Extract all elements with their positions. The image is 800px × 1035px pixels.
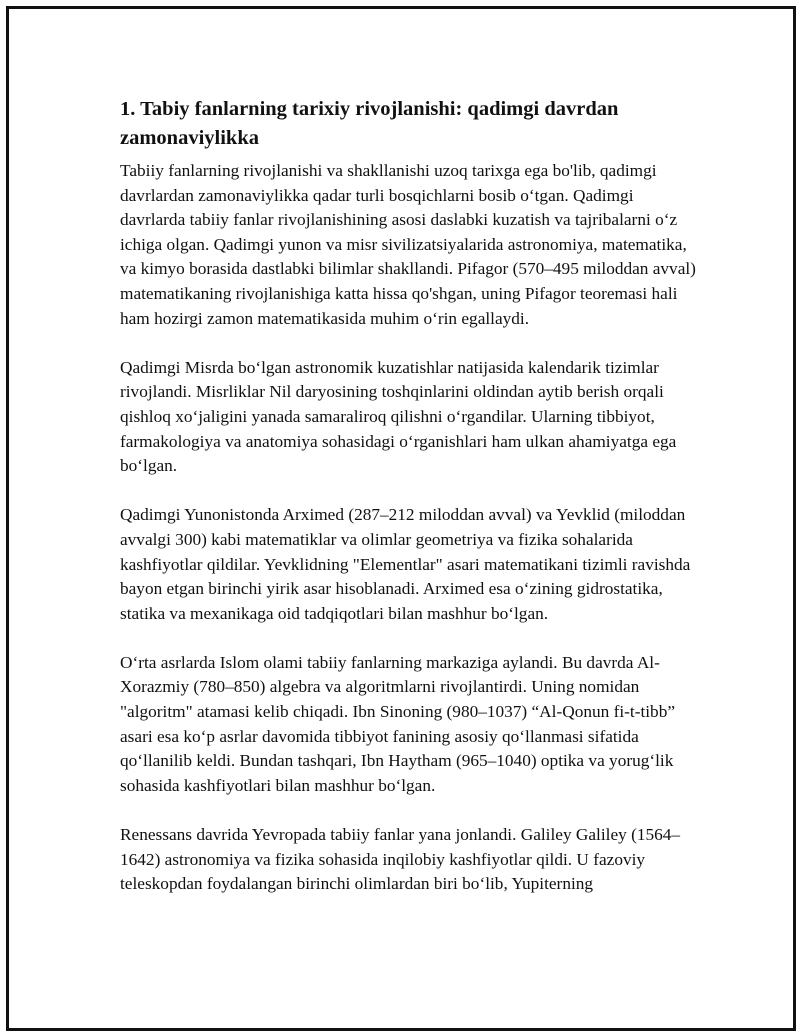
document-body [120, 95, 700, 921]
paragraph-4: O‘rta asrlarda Islom olami tabiiy fanlarning markaziga aylandi. Bu davrda Al-Xorazmiy (780–850) algebra va algoritmlarni rivojlantirdi. Uning nomidan "algoritm" atamasi kelib chiqadi. Ibn Sinoning (980–1037) “Al-Qonun fi-t-tibb” asari esa ko‘p asrlar davomida tibbiyot fanining asosiy qo‘llanmasi sifatida qo‘llanilib keldi. Bundan tashqari, Ibn Haytham (965–1040) optika va yorug‘lik sohasida kashfiyotlari bilan mashhur bo‘lgan. [120, 652, 675, 795]
section-heading: 1. Tabiy fanlarning tarixiy rivojlanishi: qadimgi davrdan zamonaviylikka [120, 98, 619, 149]
paragraph-2: Qadimgi Misrda bo‘lgan astronomik kuzatishlar natijasida kalendarik tizimlar rivojlandi. Misrliklar Nil daryosining toshqinlarini oldindan aytib berish orqali qishloq xo‘jaligini yanada samaraliroq qilishni o‘rgandilar. Ularning tibbiyot, farmakologiya va anatomiya sohasidagi o‘rganishlari ham ulkan ahamiyatga ega bo‘lgan. [120, 357, 677, 476]
page-frame [6, 6, 796, 1031]
paragraph-3: Qadimgi Yunonistonda Arximed (287–212 miloddan avval) va Yevklid (miloddan avvalgi 300) kabi matematiklar va olimlar geometriya va fizika sohalarida kashfiyotlar qildilar. Yevklidning "Elementlar" asari matematikani tizimli ravishda bayon etgan birinchi yirik asar hisoblanadi. Arximed esa o‘zining gidrostatika, statika va mexanikaga oid tadqiqotlari bilan mashhur bo‘lgan. [120, 505, 691, 623]
paragraph-1: Tabiiy fanlarning rivojlanishi va shakllanishi uzoq tarixga ega bo'lib, qadimgi davrlardan zamonaviylikka qadar turli bosqichlarni bosib o‘tgan. Qadimgi davrlarda tabiiy fanlar rivojlanishining asosi daslabki kuzatish va tajribalarni o‘z ichiga olgan. Qadimgi yunon va misr sivilizatsiyalarida astronomiya, matematika, va kimyo borasida dastlabki bilimlar shakllandi. Pifagor (570–495 miloddan avval) matematikaning rivojlanishiga katta hissa qo'shgan, uning Pifagor teoremasi hali ham hozirgi zamon matematikasida muhim o‘rin egallaydi. [120, 161, 696, 328]
paragraph-5: Renessans davrida Yevropada tabiiy fanlar yana jonlandi. Galiley Galiley (1564–1642) astronomiya va fizika sohasida inqilobiy kashfiyotlar qildi. U fazoviy teleskopdan foydalangan birinchi olimlardan biri bo‘lib, Yupiterning [120, 825, 681, 894]
